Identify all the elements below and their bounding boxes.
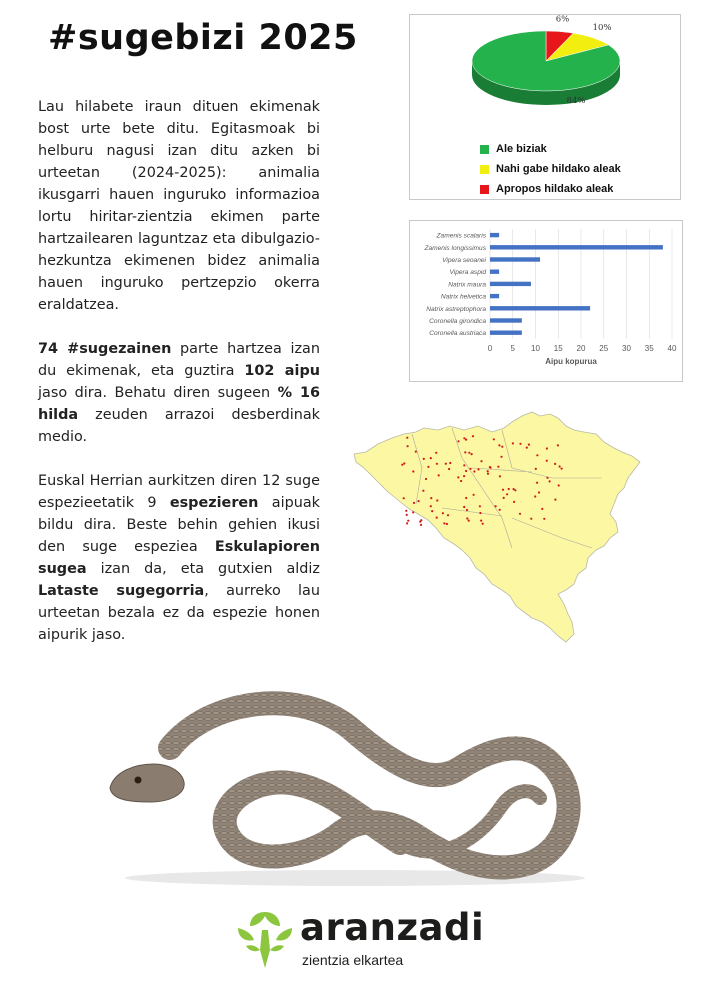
sighting-dot (425, 478, 427, 480)
pie-label-1: 10% (592, 23, 612, 34)
sighting-dot (487, 473, 489, 475)
sighting-dot (508, 488, 510, 490)
sighting-dot (512, 442, 514, 444)
sighting-dot (549, 480, 551, 482)
bar-category-label: Natrix maura (448, 281, 486, 289)
snake-eye (135, 777, 142, 784)
bar-x-tick: 15 (553, 343, 563, 353)
sighting-dot (436, 463, 438, 465)
sighting-dot (430, 505, 432, 507)
sighting-dot (514, 489, 516, 491)
sighting-dot (526, 447, 528, 449)
text-span: izan da, eta gutxien aldiz (86, 561, 320, 577)
sighting-dot (443, 522, 445, 524)
sighting-dot (538, 491, 540, 493)
sighting-dot (546, 447, 548, 449)
sighting-dot (465, 470, 467, 472)
bar-category-label: Vipera seoanei (442, 257, 486, 264)
sighting-dot (495, 505, 497, 507)
bar-category-label: Coronella girondica (429, 318, 486, 325)
bar-category-label: Vipera aspid (449, 269, 486, 277)
sighting-dot (541, 508, 543, 510)
intro-paragraph: Lau hilabete iraun dituen ekimenak bost urte bete ditu. Egitasmoak bi helburu nagusi izan ditu azken bi urteetan (2024-2025): animalia ikusgarri hauen inguruko informazioa lortu hiritar-zientzia ekimen parte hartzailearen laguntzaz eta dibulgazio-hezkuntza ekimenen bidez animalia hauen inguruko pertzepzio okerra eraldatzea. (38, 99, 320, 313)
sighting-dot (536, 482, 538, 484)
legend-swatch (480, 145, 489, 154)
participants-count: 74 #sugezainen (38, 341, 172, 357)
sighting-dot (419, 521, 421, 523)
sighting-dot (463, 475, 465, 477)
bar-x-tick: 25 (599, 343, 609, 353)
sighting-dot (436, 499, 438, 501)
sighting-dot (498, 444, 500, 446)
sighting-dot (468, 452, 470, 454)
bar-chart-panel (409, 220, 683, 382)
sighting-dot (513, 488, 515, 490)
sighting-dot (405, 510, 407, 512)
records-count: 102 aipu (244, 363, 320, 379)
bar-category-label: Zamenis scalaris (436, 232, 486, 240)
sighting-dot (469, 468, 471, 470)
sighting-dot (473, 470, 475, 472)
sighting-dot (557, 444, 559, 446)
sighting-dot (479, 505, 481, 507)
sighting-dot (442, 512, 444, 514)
bar-category-label: Natrix astreptophora (426, 305, 486, 313)
sighting-dot (559, 465, 561, 467)
sighting-dot (466, 517, 468, 519)
sighting-dot (471, 453, 473, 455)
snake-head (110, 764, 184, 802)
sighting-dot (457, 476, 459, 478)
pie-chart-panel (409, 14, 681, 200)
logo-name: aranzadi (300, 906, 485, 949)
sighting-dot (472, 435, 474, 437)
sighting-dot (412, 511, 414, 513)
sighting-dot (546, 477, 548, 479)
bold-species-least: Lataste sugegorria (38, 583, 205, 599)
bar-x-tick: 40 (667, 343, 677, 353)
bar-x-tick: 35 (644, 343, 654, 353)
legend-swatch (480, 185, 489, 194)
pie-label-2: 6% (555, 15, 570, 25)
sighting-dot (415, 451, 417, 453)
text-span: aipuak bildu dira. Beste behin gehien ikusi den suge espeziea (38, 495, 320, 555)
sighting-dot (401, 464, 403, 466)
logo-subtitle: zientzia elkartea (302, 952, 404, 968)
sighting-dot (412, 470, 414, 472)
bar-zamenis-longissimus (490, 245, 663, 249)
dead-percentage: % 16 hilda (38, 385, 320, 423)
sighting-dot (423, 458, 425, 460)
pie-label-0: 84% (566, 96, 586, 106)
sighting-dot (519, 513, 521, 515)
page-title: #sugebizi 2025 (48, 18, 358, 58)
basque-country-map (352, 408, 647, 648)
text-span: zeuden arrazoi desberdinak medio. (38, 407, 320, 445)
sighting-dot (493, 438, 495, 440)
sighting-dot (463, 506, 465, 508)
bar-chart (410, 221, 682, 381)
sighting-dot (558, 484, 560, 486)
sighting-dot (418, 500, 420, 502)
sighting-dot (438, 474, 440, 476)
sighting-dot (513, 501, 515, 503)
bar-zamenis-scalaris (490, 233, 499, 237)
sighting-dot (430, 457, 432, 459)
bar-category-label: Zamenis longissimus (424, 244, 486, 252)
sighting-dot (536, 454, 538, 456)
sighting-dot (482, 523, 484, 525)
sighting-dot (487, 470, 489, 472)
sighting-dot (413, 502, 415, 504)
sighting-dot (427, 466, 429, 468)
map-region (354, 412, 640, 642)
text-span: parte hartzea izan du ekimenak, eta guztira (38, 341, 320, 379)
bar-natrix-maura (490, 282, 531, 286)
bar-x-tick: 5 (510, 343, 515, 353)
sighting-dot (431, 510, 433, 512)
sighting-dot (406, 522, 408, 524)
sighting-dot (501, 446, 503, 448)
sighting-dot (561, 468, 563, 470)
sighting-dot (534, 495, 536, 497)
legend-label: Nahi gabe hildako aleak (496, 163, 621, 175)
pie-legend (480, 139, 621, 199)
sighting-dot (435, 452, 437, 454)
sighting-dot (463, 464, 465, 466)
sighting-dot (479, 512, 481, 514)
sighting-dot (499, 509, 501, 511)
aranzadi-logo (232, 906, 492, 972)
sighting-dot (448, 468, 450, 470)
sighting-dot (447, 514, 449, 516)
sighting-dot (554, 499, 556, 501)
sighting-dot (464, 451, 466, 453)
bar-category-label: Natrix helvetica (440, 293, 486, 301)
sighting-dot (497, 466, 499, 468)
sighting-dot (519, 443, 521, 445)
sighting-dot (422, 490, 424, 492)
sighting-dot (502, 489, 504, 491)
legend-label: Ale biziak (496, 143, 547, 155)
bold-text: espezieren (169, 495, 259, 511)
participation-paragraph (38, 338, 320, 448)
sighting-dot (406, 437, 408, 439)
sighting-dot (436, 517, 438, 519)
legend-item (480, 139, 621, 159)
bar-x-tick: 0 (487, 343, 493, 353)
bar-natrix-helvetica (490, 294, 499, 298)
aranzadi-leaf-icon (232, 906, 298, 970)
sighting-dot (530, 518, 532, 520)
sighting-dot (477, 468, 479, 470)
bar-x-tick: 30 (622, 343, 631, 353)
sighting-dot (500, 456, 502, 458)
sighting-dot (406, 514, 408, 516)
sighting-dot (473, 494, 475, 496)
sighting-dot (430, 497, 432, 499)
sighting-dot (449, 462, 451, 464)
sighting-dot (543, 518, 545, 520)
bar-coronella-girondica (490, 318, 522, 322)
bar-coronella-austriaca (490, 331, 522, 335)
legend-item (480, 159, 621, 179)
pie-chart (410, 15, 682, 135)
sighting-dot (445, 463, 447, 465)
sighting-dot (499, 475, 501, 477)
sighting-dot (466, 509, 468, 511)
bar-x-axis-label: Aipu kopurua (545, 356, 597, 366)
sighting-dot (503, 497, 505, 499)
sighting-dot (457, 440, 459, 442)
sighting-dot (546, 460, 548, 462)
sighting-dot (403, 462, 405, 464)
sighting-dot (403, 497, 405, 499)
sighting-dot (407, 520, 409, 522)
bar-category-label: Coronella austriaca (429, 330, 486, 338)
legend-item (480, 179, 621, 199)
sighting-dot (480, 520, 482, 522)
sighting-dot (463, 437, 465, 439)
bold-species-most: Eskulapioren sugea (38, 539, 320, 577)
sighting-dot (420, 524, 422, 526)
sighting-dot (535, 468, 537, 470)
bar-x-tick: 20 (576, 343, 586, 353)
legend-label: Apropos hildako aleak (496, 183, 614, 195)
body-text (38, 96, 320, 668)
text-span: Euskal Herrian aurkitzen diren 12 suge espezieetatik 9 (38, 473, 320, 511)
sighting-dot (489, 466, 491, 468)
legend-swatch (480, 165, 489, 174)
sighting-dot (465, 497, 467, 499)
sighting-dot (407, 445, 409, 447)
text-span: jaso dira. Behatu diren sugeen (38, 385, 278, 401)
sighting-dot (554, 463, 556, 465)
sighting-dot (446, 523, 448, 525)
sighting-dot (468, 520, 470, 522)
species-paragraph (38, 470, 320, 646)
snake-photo (100, 668, 610, 888)
bar-natrix-astreptophora (490, 306, 590, 310)
bar-vipera-aspid (490, 270, 499, 274)
sighting-dot (460, 480, 462, 482)
sighting-dot (528, 444, 530, 446)
bar-x-tick: 10 (531, 343, 540, 353)
sighting-dot (506, 493, 508, 495)
text-span: , aurreko lau urteetan bezala ez da espezie honen aipurik jaso. (38, 583, 320, 643)
sighting-dot (480, 460, 482, 462)
bar-vipera-seoanei (490, 257, 540, 261)
snake-body (170, 703, 569, 867)
